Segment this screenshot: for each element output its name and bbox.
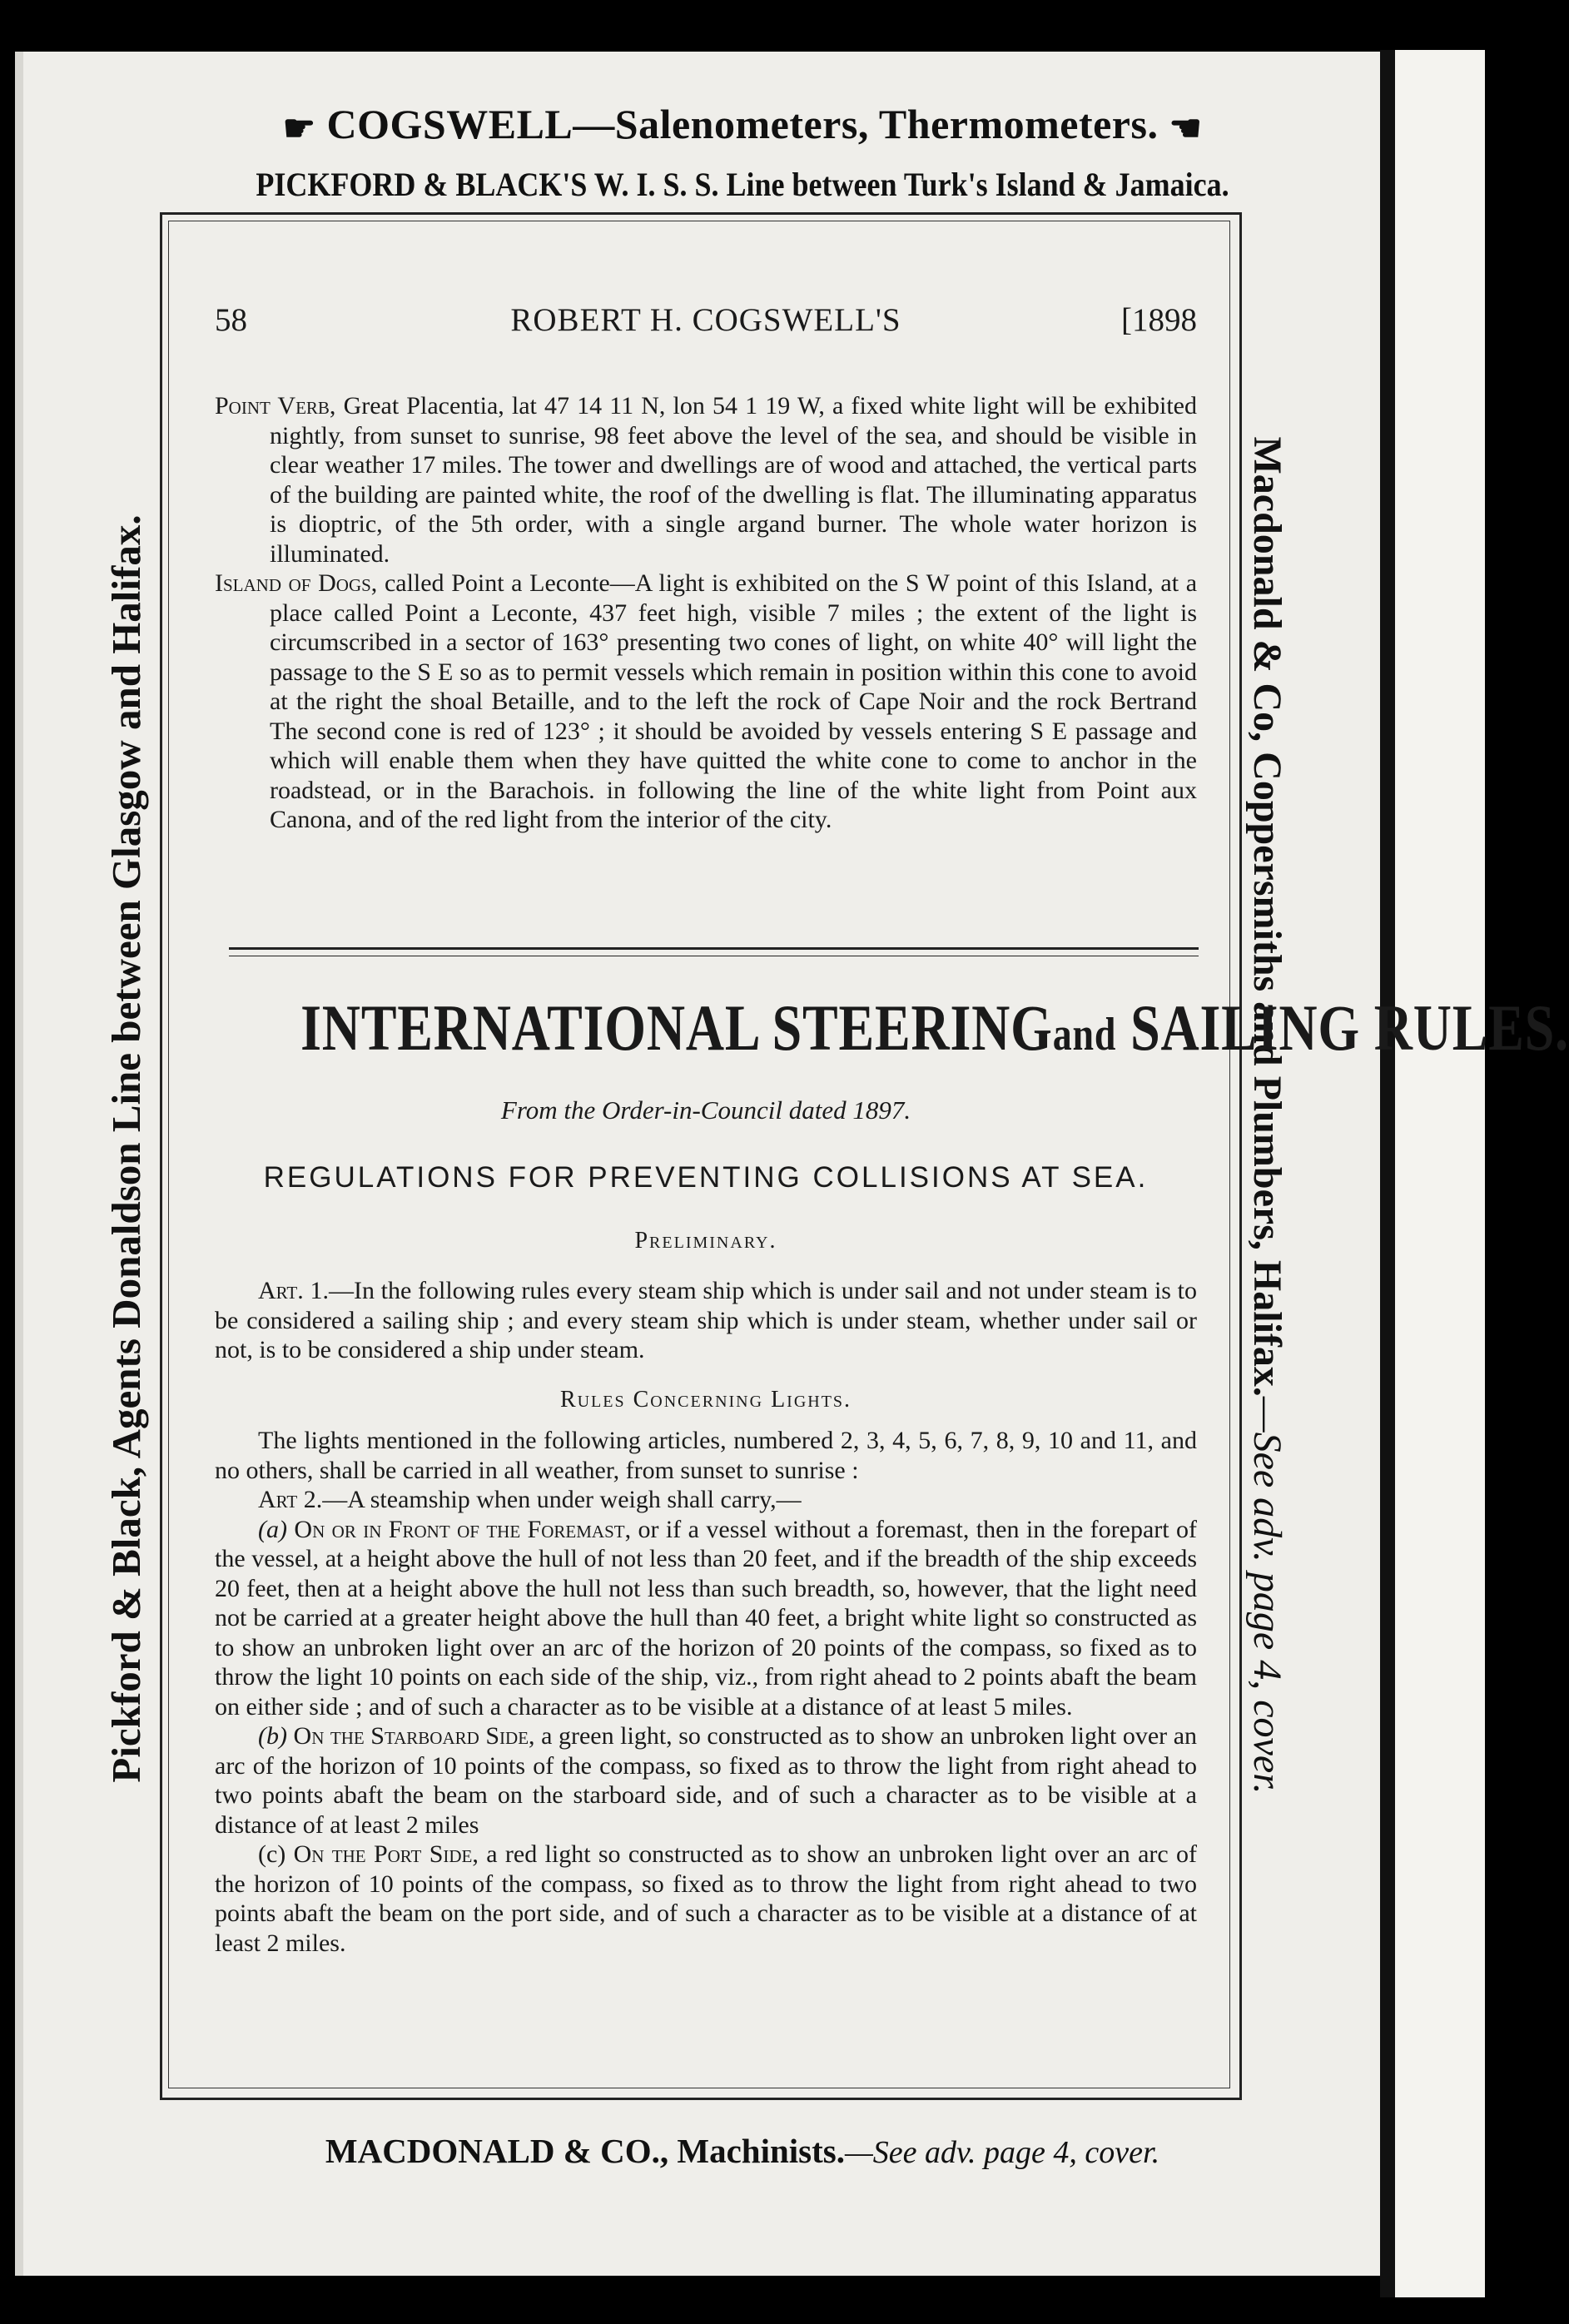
regulations-heading: REGULATIONS FOR PREVENTING COLLISIONS AT SEA.	[263, 1161, 1149, 1194]
clause-marker: (c)	[258, 1840, 286, 1868]
clause-marker: (b)	[258, 1722, 287, 1750]
pointing-hand-left-icon: ☛	[282, 108, 316, 150]
left-margin-advert: Pickford & Black, Agents Donaldson Line between Glasgow and Halifax.	[103, 514, 149, 1783]
clause-text: or if a vessel without a foremast, then in the forepart of the vessel, at a height above the hull of not less than 20 feet, and if the breadth of the ship exceeds 20 feet, then at a height above the hull not less than such breadth, so, however, that the light need not be carried at a greater height above the hull than 40 feet, a bright white light so constructed as to show an unbroken light over an arc of the horizon of 20 points of the compass, so fixed as to throw the light 10 points on each side of the ship, viz., from right ahead to 2 points abaft the beam on either side ; and of such a character as to be visible at a distance of at least 5 miles.	[215, 1515, 1198, 1721]
page-number: 58	[215, 302, 247, 338]
lights-rules-body	[215, 1426, 1197, 1958]
order-in-council-line: From the Order-in-Council dated 1897.	[500, 1095, 911, 1125]
right-margin-advert	[1240, 200, 1293, 2031]
clause-heading: On the Starboard Side,	[293, 1722, 535, 1750]
entry-text: called Point a Leconte—A light is exhibited on the S W point of this Island, at a place called Point a Leconte, 437 feet high, visible 7 miles ; the extent of the light is circumscribed in a sector of 163° presenting two cones of light, on white 40° will light the passage to the S E so as to permit vessels which remain in position within this cone to avoid at the right the shoal Betaille, and to the left the rock of Cape Noir and the rock Bertrand The second cone is red of 123° ; it should be avoided by vessels entering S E passage and which will enable them when they have quitted the white cone to come to anchor in the roadstead, or in the Barachois. in following the line of the white light from Point aux Canona, and of the red light from the interior of the city.	[270, 569, 1198, 833]
right-advert-reference: —See adv. page 4, cover.	[1245, 1396, 1289, 1795]
article-label: Art 2.	[258, 1486, 323, 1513]
lighthouse-entries	[215, 391, 1197, 835]
article-2c	[215, 1840, 1197, 1958]
title-part-2: SAILING RULES.	[1130, 991, 1569, 1064]
page-gutter-shade	[15, 52, 23, 2276]
article-2b	[215, 1721, 1197, 1840]
right-advert-main: Macdonald & Co, Coppersmiths and Plumbers, Halifax.	[1245, 436, 1289, 1397]
lights-intro: The lights mentioned in the following articles, numbered 2, 3, 4, 5, 6, 7, 8, 9, 10 and 11, and no others, shall be carried in all weather, from sunset to sunrise :	[215, 1427, 1197, 1484]
article-1	[215, 1276, 1197, 1365]
preliminary-heading: Preliminary.	[634, 1228, 777, 1254]
clause-text: a green light, so constructed as to show an unbroken light over an arc of the horizon of 10 points of the compass, so fixed as to throw the light from right ahead to two points abaft the beam on the starboard side, and of such a character as to be visible at a distance of at least 2 miles	[215, 1722, 1198, 1839]
running-title: ROBERT H. COGSWELL'S	[510, 302, 901, 338]
entry-island-of-dogs	[215, 569, 1197, 835]
article-2	[215, 1485, 1197, 1515]
pointing-hand-right-icon: ☚	[1169, 108, 1203, 150]
article-2a	[215, 1515, 1197, 1722]
top-advert-pickford: PICKFORD & BLACK'S W. I. S. S. Line between Turk's Island & Jamaica.	[256, 166, 1229, 203]
clause-marker: (a)	[258, 1515, 287, 1543]
bottom-advert	[0, 2131, 1485, 2171]
article-1-paragraph	[215, 1276, 1197, 1365]
article-text: —A steamship when under weigh shall carry,—	[322, 1486, 802, 1513]
entry-name: Point Verb,	[215, 392, 336, 420]
bottom-advert-reference: —See adv. page 4, cover.	[844, 2135, 1160, 2170]
title-part-and: and	[1052, 1009, 1117, 1060]
entry-point-verb	[215, 391, 1197, 569]
header-year: [1898	[1121, 302, 1197, 338]
top-advert-cogswell	[0, 100, 1485, 150]
entry-text: Great Placentia, lat 47 14 11 N, lon 54 1 19 W, a fixed white light will be exhibited nightly, from sunset to sunrise, 98 feet above the level of the sea, and should be visible in clear weather 17 miles. The tower and dwellings are of wood and attached, the vertical parts of the building are painted white, the roof of the dwelling is flat. The illuminating apparatus is dioptric, of the 5th order, with a single argand burner. The whole water horizon is illuminated.	[270, 392, 1197, 568]
facing-page-edge	[1395, 50, 1485, 2297]
clause-heading: On or in Front of the Foremast,	[294, 1515, 632, 1543]
article-text: —In the following rules every steam ship which is under sail and not under steam is to be considered a sailing ship ; and every steam ship which is under steam, whether under sail or not, is to be considered a ship under steam.	[215, 1277, 1197, 1363]
section-title	[300, 986, 1569, 1076]
rules-lights-heading: Rules Concerning Lights.	[559, 1387, 852, 1413]
scan-shadow	[1380, 50, 1395, 2297]
section-divider-thick	[229, 947, 1199, 950]
entry-name: Island of Dogs,	[215, 569, 378, 597]
clause-text: a red light so constructed as to show an unbroken light over an arc of the horizon of 10 points of the compass, so fixed as to throw the light from right ahead to two points abaft the beam on the port side, and of such a character as to be visible at a distance of at least 2 miles.	[215, 1840, 1198, 1957]
clause-heading: On the Port Side,	[293, 1840, 479, 1868]
bottom-advert-main: MACDONALD & CO., Machinists.	[325, 2132, 845, 2170]
article-label: Art. 1.	[258, 1277, 329, 1304]
title-part-1: INTERNATIONAL STEERING	[300, 991, 1053, 1064]
top-advert-cogswell-text: COGSWELL—Salenometers, Thermometers.	[326, 101, 1159, 147]
